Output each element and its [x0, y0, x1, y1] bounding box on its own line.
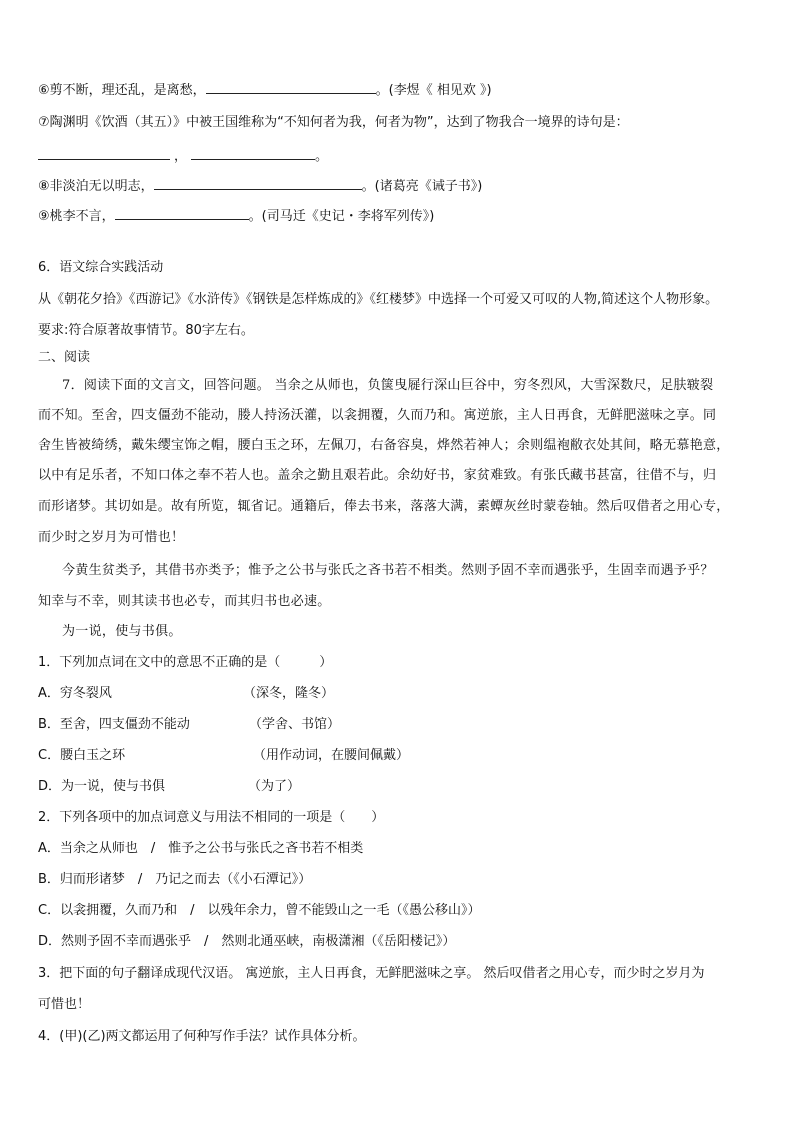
- question-1-option-d[interactable]: [38, 777, 165, 797]
- fill-item-6-after: 。(李煜《 相见欢 》): [375, 83, 492, 98]
- section-6-requirement: 要求:符合原著故事情节。80字左右。: [38, 323, 254, 338]
- passage-line: 今黄生贫类予，其借书亦类予；惟予之公书与张氏之吝书若不相类。然则予固不幸而遇张乎，生固幸而遇予乎？: [62, 563, 714, 578]
- question-1-option-b[interactable]: [38, 715, 190, 735]
- passage-line: 而少时之岁月为可惜也！: [38, 530, 185, 545]
- fill-item-7-prompt: ⑦陶渊明《饮酒（其五）》中被王国维称为“不知何者为我，何者为物”，达到了物我合一境界的诗句是：: [38, 115, 629, 130]
- fill-item-9: [38, 206, 434, 227]
- question-1-option-a[interactable]: [38, 684, 112, 704]
- fill-item-6-before: ⑥剪不断，理还乱，是离愁，: [38, 83, 206, 98]
- passage-line: 以中有足乐者，不知口体之奉不若人也。盖余之勤且艰若此。余幼好书，家贫难致。有张氏藏书甚富，往借不与，归: [38, 468, 717, 483]
- option-note: （深冬，隆冬）: [243, 686, 335, 701]
- question-2-option-a[interactable]: A．当余之从师也 / 惟予之公书与张氏之吝书若不相类: [38, 841, 364, 856]
- question-2-option-c[interactable]: C．以衾拥覆，久而乃和 / 以残年余力，曾不能毁山之一毛（《愚公移山》）: [38, 903, 481, 918]
- passage-line: 知幸与不幸，则其读书也必专，而其归书也必速。: [38, 594, 331, 609]
- end-mark: 。: [315, 149, 329, 164]
- answer-blank[interactable]: [38, 146, 170, 160]
- passage-line: 而不知。至舍，四支僵劲不能动，媵人持汤沃灌，以衾拥覆，久而乃和。寓逆旅，主人日再食，无鲜肥滋味之享。同: [38, 408, 717, 423]
- answer-blank[interactable]: [154, 176, 362, 190]
- passage-line: 而形诸梦。其切如是。故有所览，辄省记。通籍后，俸去书来，落落大满，素蟫灰丝时蒙卷轴。然后叹借者之用心专，: [38, 499, 730, 514]
- fill-item-8-before: ⑧非淡泊无以明志，: [38, 179, 154, 194]
- option-note: （为了）: [248, 779, 301, 794]
- reading-section-heading: 二、阅读: [38, 350, 91, 365]
- fill-item-9-before: ⑨桃李不言，: [38, 209, 115, 224]
- question-2-stem: 2．下列各项中的加点词意义与用法不相同的一项是（ ）: [38, 810, 385, 825]
- fill-item-7-answers: [38, 146, 328, 167]
- option-note: （学舍、书馆）: [249, 717, 341, 732]
- passage-line: 舍生皆被绮绣，戴朱缨宝饰之帽，腰白玉之环，左佩刀，右备容臭，烨然若神人；余则缊袍敝衣处其间，略无慕艳意，: [38, 438, 730, 453]
- question-2-option-d[interactable]: D．然则予固不幸而遇张乎 / 然则北通巫峡，南极潇湘（《岳阳楼记》）: [38, 934, 456, 949]
- option-text: B．至舍，四支僵劲不能动: [38, 717, 190, 732]
- question-1-stem: 1．下列加点词在文中的意思不正确的是（ ）: [38, 655, 333, 670]
- answer-blank[interactable]: [191, 146, 315, 160]
- option-text: A．穷冬裂风: [38, 686, 112, 701]
- option-text: D．为一说，使与书俱: [38, 779, 166, 794]
- answer-blank[interactable]: [115, 206, 249, 220]
- option-note: （用作动词，在腰间佩戴）: [253, 748, 410, 763]
- answer-blank[interactable]: [206, 80, 376, 94]
- fill-item-8-after: 。(诸葛亮《诫子书》): [361, 179, 483, 194]
- question-2-option-b[interactable]: B．归而形诸梦 / 乃记之而去（《小石潭记》）: [38, 872, 312, 887]
- fill-item-6: [38, 80, 492, 101]
- question-4-stem: 4．(甲)(乙)两文都运用了何种写作手法？试作具体分析。: [38, 1029, 366, 1044]
- fill-item-9-after: 。(司马迁《史记・李将军列传》): [248, 209, 435, 224]
- passage-line: 7．阅读下面的文言文，回答问题。 当余之从师也，负箧曳屣行深山巨谷中，穷冬烈风，大雪深数尺，足肤皲裂: [62, 378, 714, 393]
- passage-line: 为一说，使与书俱。: [62, 624, 182, 639]
- section-6-heading: 6．语文综合实践活动: [38, 260, 164, 275]
- question-3-stem: 3．把下面的句子翻译成现代汉语。 寓逆旅，主人日再食，无鲜肥滋味之享。 然后叹借者之用心专，而少时之岁月为: [38, 966, 705, 981]
- question-3-stem-cont: 可惜也！: [38, 997, 91, 1012]
- question-1-option-c[interactable]: [38, 746, 125, 766]
- option-text: C．腰白玉之环: [38, 748, 126, 763]
- separator: ，: [174, 149, 188, 164]
- section-6-instruction: 从《朝花夕拾》《西游记》《水浒传》《钢铁是怎样炼成的》《红楼梦》中选择一个可爱又可叹的人物,简述这个人物形象。: [38, 292, 719, 307]
- fill-item-8: [38, 176, 482, 197]
